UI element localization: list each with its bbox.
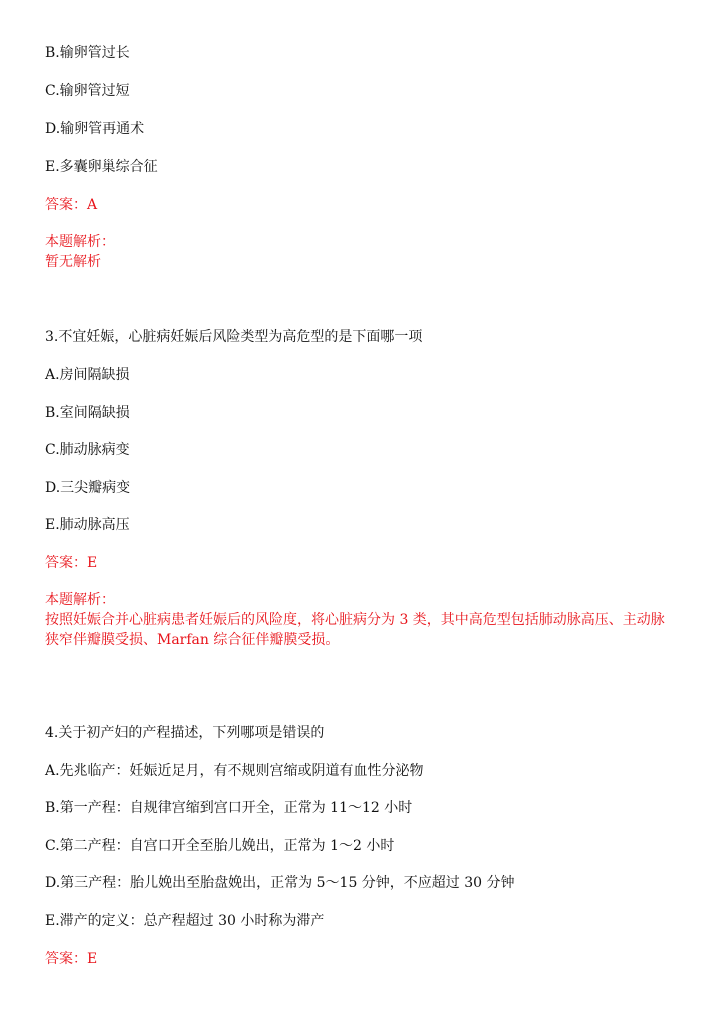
q3-option-c: C.肺动脉病变 — [45, 442, 130, 458]
q3-analysis-label: 本题解析： — [45, 592, 115, 608]
q3-analysis-line-2: 狭窄伴瓣膜受损、Marfan 综合征伴瓣膜受损。 — [45, 632, 340, 648]
q3-option-d: D.三尖瓣病变 — [45, 480, 131, 496]
q3-answer: 答案：E — [45, 555, 98, 571]
q2-option-b: B.输卵管过长 — [45, 45, 130, 61]
q4-question: 4.关于初产妇的产程描述，下列哪项是错误的 — [45, 725, 325, 741]
q3-analysis-line-1: 按照妊娠合并心脏病患者妊娠后的风险度，将心脏病分为 3 类，其中高危型包括肺动脉高压、主动脉 — [45, 612, 665, 628]
q3-question: 3.不宜妊娠，心脏病妊娠后风险类型为高危型的是下面哪一项 — [45, 329, 423, 345]
q2-analysis-text: 暂无解析 — [45, 254, 101, 270]
q2-answer: 答案：A — [45, 197, 98, 213]
q4-option-b: B.第一产程：自规律宫缩到宫口开全，正常为 11～12 小时 — [45, 800, 413, 816]
q4-answer: 答案：E — [45, 951, 98, 967]
q4-option-c: C.第二产程：自宫口开全至胎儿娩出，正常为 1～2 小时 — [45, 838, 395, 854]
q4-option-e: E.滞产的定义：总产程超过 30 小时称为滞产 — [45, 913, 325, 929]
q2-analysis-label: 本题解析： — [45, 234, 115, 250]
q2-option-e: E.多囊卵巢综合征 — [45, 159, 158, 175]
q2-option-d: D.输卵管再通术 — [45, 121, 145, 137]
q3-option-b: B.室间隔缺损 — [45, 405, 130, 421]
q3-option-a: A.房间隔缺损 — [45, 367, 130, 383]
q3-option-e: E.肺动脉高压 — [45, 517, 130, 533]
q4-option-d: D.第三产程：胎儿娩出至胎盘娩出，正常为 5～15 分钟，不应超过 30 分钟 — [45, 875, 515, 891]
q2-option-c: C.输卵管过短 — [45, 83, 130, 99]
q4-option-a: A.先兆临产：妊娠近足月，有不规则宫缩或阴道有血性分泌物 — [45, 763, 424, 779]
